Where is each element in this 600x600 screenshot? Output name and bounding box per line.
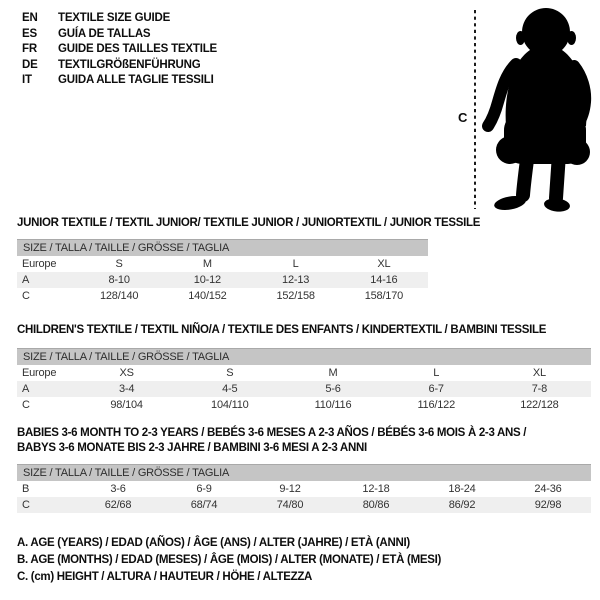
language-label: GUÍA DE TALLAS	[58, 27, 151, 40]
language-row	[22, 11, 217, 27]
language-row	[22, 27, 217, 43]
table-cell: 104/110	[211, 399, 249, 411]
language-code: FR	[22, 43, 37, 56]
table-cell: 152/158	[276, 290, 315, 302]
table-cell: M	[328, 367, 338, 379]
table-row	[17, 397, 591, 413]
language-list	[22, 11, 217, 89]
figure-height-diagram	[450, 2, 600, 215]
table-cell: XS	[119, 367, 134, 379]
table-row	[17, 497, 591, 513]
table-cell: 98/104	[110, 399, 143, 411]
size-header-bar: SIZE / TALLA / TAILLE / GRÖSSE / TAGLIA	[17, 239, 428, 256]
language-row	[22, 58, 217, 74]
table-row	[17, 481, 591, 497]
table-cell: 128/140	[99, 290, 139, 302]
size-header-bar: SIZE / TALLA / TAILLE / GRÖSSE / TAGLIA	[17, 464, 591, 481]
table-cell: 6-7	[428, 383, 444, 395]
table-cell: 4-5	[222, 383, 238, 395]
babies-title-line2: BABYS 3-6 MONATE BIS 2-3 JAHRE / BAMBINI 3-6 MESI A 2-3 ANNI	[17, 442, 367, 454]
language-label: TEXTILGRÖßENFÜHRUNG	[58, 58, 201, 71]
table-cell: 110/116	[314, 399, 352, 411]
table-cell: 92/98	[534, 499, 562, 511]
row-label: C	[22, 290, 30, 302]
legend	[17, 535, 441, 586]
table-cell: 140/152	[188, 290, 227, 302]
table-cell: S	[115, 258, 123, 270]
table-cell: 5-6	[325, 383, 341, 395]
table-cell: 158/170	[364, 290, 404, 302]
table-row	[17, 256, 428, 272]
legend-line-b: B. AGE (MONTHS) / EDAD (MESES) / ÂGE (MOIS) / ALTER (MONATE) / ETÀ (MESI)	[17, 554, 442, 566]
table-cell: 12-13	[282, 274, 310, 286]
row-label: C	[22, 399, 30, 411]
table-cell: XL	[377, 258, 391, 270]
table-cell: 18-24	[448, 483, 476, 495]
children-size-table	[17, 348, 591, 413]
table-cell: 122/128	[520, 399, 559, 411]
language-code: IT	[22, 74, 32, 87]
row-label: A	[22, 274, 30, 286]
language-code: ES	[22, 27, 37, 40]
row-label: A	[22, 383, 30, 395]
row-label: C	[22, 499, 30, 511]
language-code: EN	[22, 12, 38, 24]
legend-line-a: A. AGE (YEARS) / EDAD (AÑOS) / ÂGE (ANS) / ALTER (JAHRE) / ETÀ (ANNI)	[17, 537, 410, 549]
row-label: Europe	[22, 258, 57, 270]
table-cell: 62/68	[104, 499, 132, 511]
children-table-title: CHILDREN'S TEXTILE / TEXTIL NIÑO/A / TEXTILE DES ENFANTS / KINDERTEXTIL / BAMBINI TESSILE	[17, 324, 547, 336]
legend-line-c: C. (cm) HEIGHT / ALTURA / HAUTEUR / HÖHE / ALTEZZA	[17, 571, 313, 583]
table-cell: 3-6	[110, 483, 126, 495]
language-label: GUIDA ALLE TAGLIE TESSILI	[58, 74, 214, 87]
table-cell: 24-36	[534, 483, 562, 495]
row-label: Europe	[22, 367, 57, 379]
junior-table-title: JUNIOR TEXTILE / TEXTIL JUNIOR/ TEXTILE JUNIOR / JUNIORTEXTIL / JUNIOR TESSILE	[17, 217, 481, 229]
table-cell: M	[202, 258, 212, 270]
table-cell: 3-4	[118, 383, 135, 395]
babies-table-title	[17, 426, 526, 456]
language-code: DE	[22, 58, 38, 71]
table-cell: 86/92	[448, 499, 476, 511]
table-cell: 6-9	[196, 483, 212, 495]
table-cell: XL	[532, 367, 546, 379]
table-cell: 80/86	[362, 499, 390, 511]
language-row	[22, 73, 217, 89]
table-cell: 10-12	[193, 274, 221, 286]
table-row	[17, 365, 591, 381]
row-label: B	[22, 483, 30, 495]
table-cell: 9-12	[279, 483, 301, 495]
size-header-bar: SIZE / TALLA / TAILLE / GRÖSSE / TAGLIA	[17, 348, 591, 365]
junior-size-table	[17, 239, 428, 304]
table-cell: 116/122	[417, 399, 455, 411]
measure-label: C	[458, 110, 468, 125]
table-cell: L	[433, 367, 440, 379]
table-cell: 68/74	[190, 499, 218, 511]
babies-size-table	[17, 464, 591, 513]
table-cell: S	[226, 367, 234, 379]
table-cell: 14-16	[370, 274, 398, 286]
table-cell: L	[292, 258, 299, 270]
table-row	[17, 381, 591, 397]
table-cell: 12-18	[362, 483, 390, 495]
language-label: TEXTILE SIZE GUIDE	[58, 12, 171, 24]
table-cell: 74/80	[276, 499, 304, 511]
baby-silhouette-icon	[450, 2, 600, 215]
table-cell: 8-10	[108, 274, 130, 286]
table-row	[17, 272, 428, 288]
babies-title-line1: BABIES 3-6 MONTH TO 2-3 YEARS / BEBÉS 3-6 MESES A 2-3 AÑOS / BÉBÉS 3-6 MOIS À 2-3 ANS /	[17, 427, 527, 439]
language-row	[22, 42, 217, 58]
language-label: GUIDE DES TAILLES TEXTILE	[58, 43, 217, 56]
table-cell: 7-8	[531, 383, 548, 395]
table-row	[17, 288, 428, 304]
